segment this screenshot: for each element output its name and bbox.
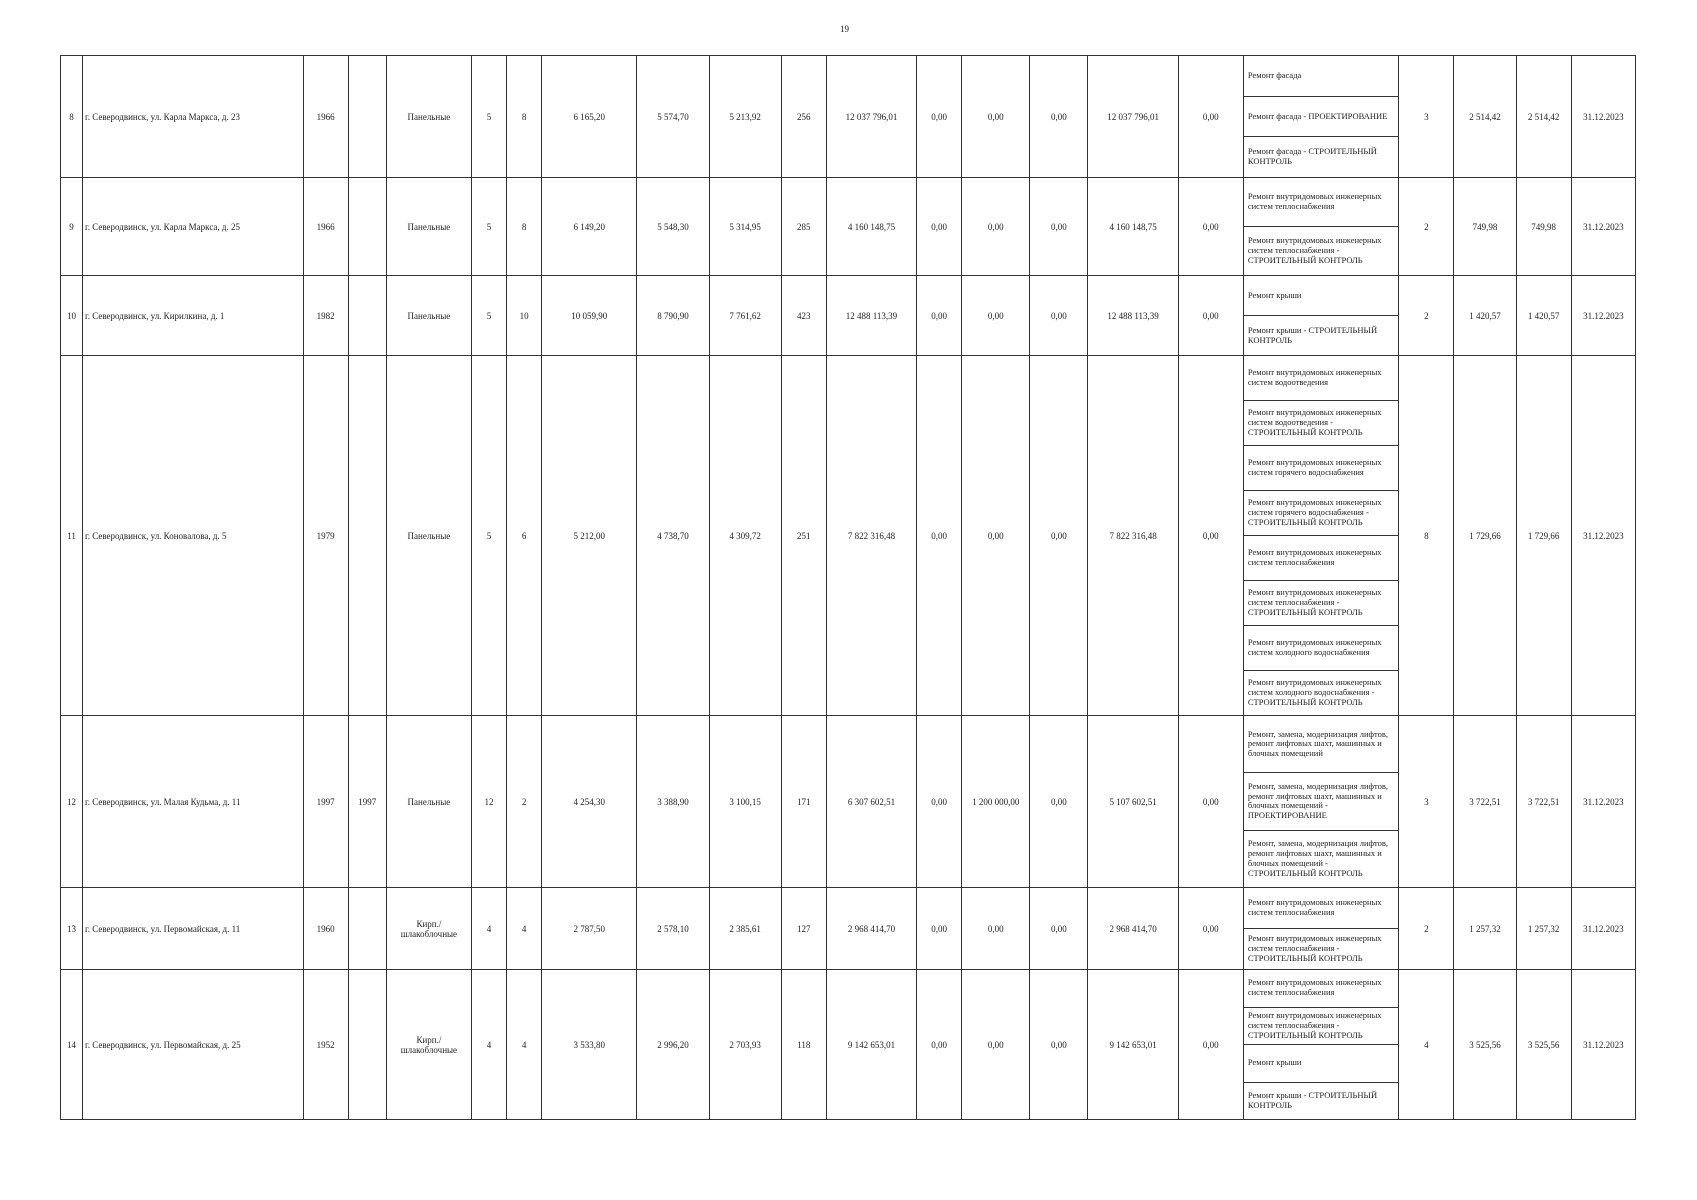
cell-max-unit-cost: 1 729,66	[1516, 356, 1571, 716]
cell-max-unit-cost: 2 514,42	[1516, 56, 1571, 178]
cell-fund-owners: 12 488 113,39	[1088, 276, 1178, 356]
works-list-cell	[1243, 716, 1398, 888]
cell-fund-owners: 2 968 414,70	[1088, 888, 1178, 970]
cell-residents: 251	[781, 356, 826, 716]
cell-max-unit-cost: 1 257,32	[1516, 888, 1571, 970]
cell-year-renovated	[348, 970, 386, 1120]
cell-fund-regional: 0,00	[962, 356, 1030, 716]
cell-wall-material: Панельные	[386, 356, 471, 716]
cell-address: г. Северодвинск, ул. Кирилкина, д. 1	[83, 276, 304, 356]
work-item: Ремонт, замена, модернизация лифтов, ремонт лифтовых шахт, машинных и блочных помещений - СТРОИТЕЛЬНЫЙ КОНТРОЛЬ	[1247, 838, 1388, 878]
work-item: Ремонт фасада - ПРОЕКТИРОВАНИЕ	[1244, 97, 1398, 138]
cell-fund-owners: 4 160 148,75	[1088, 178, 1178, 276]
cell-fund-local: 0,00	[1030, 178, 1088, 276]
cell-fund-regional: 0,00	[962, 56, 1030, 178]
cell-fund-federal: 0,00	[917, 178, 962, 276]
table-row	[61, 716, 1636, 888]
work-item: Ремонт крыши	[1244, 1045, 1398, 1083]
cell-fund-federal: 0,00	[917, 888, 962, 970]
cell-residents: 118	[781, 970, 826, 1120]
cell-fund-local: 0,00	[1030, 970, 1088, 1120]
work-item: Ремонт внутридомовых инженерных систем водоотведения	[1244, 356, 1398, 401]
table-row	[61, 356, 1636, 716]
cell-area-residential: 7 761,62	[709, 276, 781, 356]
cell-total-area: 5 212,00	[542, 356, 637, 716]
cell-fund-regional: 0,00	[962, 970, 1030, 1120]
cell-year-renovated	[348, 276, 386, 356]
work-item: Ремонт крыши - СТРОИТЕЛЬНЫЙ КОНТРОЛЬ	[1247, 1089, 1378, 1110]
cell-year-built: 1966	[303, 56, 348, 178]
cell-floors: 5	[472, 56, 507, 178]
cell-fund-other: 0,00	[1178, 178, 1243, 276]
cell-works-count: 2	[1399, 178, 1454, 276]
works-list-cell	[1243, 888, 1398, 970]
cell-area-all: 2 578,10	[637, 888, 709, 970]
cell-area-residential: 5 314,95	[709, 178, 781, 276]
cell-deadline: 31.12.2023	[1571, 970, 1635, 1120]
cell-unit-cost: 1 729,66	[1454, 356, 1516, 716]
cell-works-count: 3	[1399, 56, 1454, 178]
cell-cost-total: 6 307 602,51	[826, 716, 916, 888]
cell-cost-total: 4 160 148,75	[826, 178, 916, 276]
cell-unit-cost: 2 514,42	[1454, 56, 1516, 178]
table-row	[61, 56, 1636, 178]
cell-year-built: 1982	[303, 276, 348, 356]
work-item: Ремонт внутридомовых инженерных систем теплоснабжения	[1244, 888, 1398, 929]
cell-area-all: 2 996,20	[637, 970, 709, 1120]
cell-total-area: 6 149,20	[542, 178, 637, 276]
work-item: Ремонт внутридомовых инженерных систем водоотведения - СТРОИТЕЛЬНЫЙ КОНТРОЛЬ	[1244, 401, 1398, 446]
cell-fund-other: 0,00	[1178, 276, 1243, 356]
work-item: Ремонт внутридомовых инженерных систем теплоснабжения	[1244, 536, 1398, 581]
work-item: Ремонт, замена, модернизация лифтов, ремонт лифтовых шахт, машинных и блочных помещений	[1244, 716, 1398, 773]
cell-year-built: 1952	[303, 970, 348, 1120]
cell-area-residential: 5 213,92	[709, 56, 781, 178]
cell-floors: 5	[472, 276, 507, 356]
cell-fund-owners: 7 822 316,48	[1088, 356, 1178, 716]
cell-year-built: 1997	[303, 716, 348, 888]
cell-no: 12	[61, 716, 83, 888]
cell-fund-local: 0,00	[1030, 356, 1088, 716]
cell-floors: 5	[472, 178, 507, 276]
cell-area-all: 5 548,30	[637, 178, 709, 276]
cell-fund-other: 0,00	[1178, 888, 1243, 970]
cell-fund-federal: 0,00	[917, 970, 962, 1120]
cell-works-count: 4	[1399, 970, 1454, 1120]
cell-max-unit-cost: 3 722,51	[1516, 716, 1571, 888]
works-list-cell	[1243, 276, 1398, 356]
work-item: Ремонт внутридомовых инженерных систем теплоснабжения - СТРОИТЕЛЬНЫЙ КОНТРОЛЬ	[1244, 581, 1398, 626]
cell-year-renovated	[348, 888, 386, 970]
cell-address: г. Северодвинск, ул. Первомайская, д. 11	[83, 888, 304, 970]
cell-cost-total: 9 142 653,01	[826, 970, 916, 1120]
work-item: Ремонт внутридомовых инженерных систем теплоснабжения - СТРОИТЕЛЬНЫЙ КОНТРОЛЬ	[1247, 235, 1382, 265]
cell-total-area: 10 059,90	[542, 276, 637, 356]
cell-year-renovated	[348, 178, 386, 276]
table-row	[61, 970, 1636, 1120]
work-item: Ремонт внутридомовых инженерных систем холодного водоснабжения - СТРОИТЕЛЬНЫЙ КОНТРОЛЬ	[1247, 677, 1382, 707]
work-item: Ремонт внутридомовых инженерных систем теплоснабжения	[1244, 178, 1398, 227]
cell-fund-regional: 1 200 000,00	[962, 716, 1030, 888]
cell-works-count: 3	[1399, 716, 1454, 888]
cell-unit-cost: 1 257,32	[1454, 888, 1516, 970]
cell-area-residential: 3 100,15	[709, 716, 781, 888]
cell-fund-federal: 0,00	[917, 716, 962, 888]
cell-floors: 12	[472, 716, 507, 888]
cell-entrances: 8	[507, 56, 542, 178]
cell-area-residential: 4 309,72	[709, 356, 781, 716]
cell-year-renovated: 1997	[348, 716, 386, 888]
cell-floors: 4	[472, 888, 507, 970]
cell-fund-owners: 5 107 602,51	[1088, 716, 1178, 888]
cell-total-area: 6 165,20	[542, 56, 637, 178]
cell-fund-local: 0,00	[1030, 888, 1088, 970]
cell-cost-total: 12 037 796,01	[826, 56, 916, 178]
cell-total-area: 4 254,30	[542, 716, 637, 888]
cell-residents: 256	[781, 56, 826, 178]
cell-entrances: 8	[507, 178, 542, 276]
cell-wall-material: Панельные	[386, 178, 471, 276]
cell-fund-other: 0,00	[1178, 356, 1243, 716]
cell-total-area: 3 533,80	[542, 970, 637, 1120]
cell-area-all: 3 388,90	[637, 716, 709, 888]
work-item: Ремонт внутридомовых инженерных систем горячего водоснабжения	[1244, 446, 1398, 491]
cell-fund-federal: 0,00	[917, 56, 962, 178]
cell-residents: 285	[781, 178, 826, 276]
work-item: Ремонт внутридомовых инженерных систем горячего водоснабжения - СТРОИТЕЛЬНЫЙ КОНТРОЛЬ	[1244, 491, 1398, 536]
work-item: Ремонт фасада - СТРОИТЕЛЬНЫЙ КОНТРОЛЬ	[1247, 146, 1377, 167]
cell-year-built: 1966	[303, 178, 348, 276]
cell-residents: 171	[781, 716, 826, 888]
cell-fund-owners: 9 142 653,01	[1088, 970, 1178, 1120]
cell-wall-material: Кирп./ шлакоблочные	[386, 970, 471, 1120]
table-row	[61, 888, 1636, 970]
cell-cost-total: 12 488 113,39	[826, 276, 916, 356]
cell-fund-other: 0,00	[1178, 716, 1243, 888]
cell-entrances: 4	[507, 970, 542, 1120]
works-list-cell	[1243, 356, 1398, 716]
cell-wall-material: Панельные	[386, 56, 471, 178]
cell-deadline: 31.12.2023	[1571, 716, 1635, 888]
cell-fund-federal: 0,00	[917, 276, 962, 356]
cell-area-all: 5 574,70	[637, 56, 709, 178]
cell-entrances: 4	[507, 888, 542, 970]
works-list-cell	[1243, 178, 1398, 276]
cell-deadline: 31.12.2023	[1571, 178, 1635, 276]
cell-unit-cost: 3 722,51	[1454, 716, 1516, 888]
cell-fund-other: 0,00	[1178, 970, 1243, 1120]
cell-no: 11	[61, 356, 83, 716]
page-number: 19	[840, 24, 849, 34]
cell-total-area: 2 787,50	[542, 888, 637, 970]
work-item: Ремонт внутридомовых инженерных систем холодного водоснабжения	[1244, 626, 1398, 671]
cell-wall-material: Панельные	[386, 716, 471, 888]
cell-entrances: 2	[507, 716, 542, 888]
cell-floors: 5	[472, 356, 507, 716]
cell-address: г. Северодвинск, ул. Малая Кудьма, д. 11	[83, 716, 304, 888]
cell-cost-total: 2 968 414,70	[826, 888, 916, 970]
cell-deadline: 31.12.2023	[1571, 56, 1635, 178]
cell-unit-cost: 3 525,56	[1454, 970, 1516, 1120]
cell-fund-federal: 0,00	[917, 356, 962, 716]
cell-area-all: 8 790,90	[637, 276, 709, 356]
cell-fund-local: 0,00	[1030, 716, 1088, 888]
cell-fund-regional: 0,00	[962, 276, 1030, 356]
cell-deadline: 31.12.2023	[1571, 356, 1635, 716]
cell-wall-material: Панельные	[386, 276, 471, 356]
cell-unit-cost: 1 420,57	[1454, 276, 1516, 356]
cell-unit-cost: 749,98	[1454, 178, 1516, 276]
cell-year-renovated	[348, 356, 386, 716]
cell-cost-total: 7 822 316,48	[826, 356, 916, 716]
cell-year-built: 1979	[303, 356, 348, 716]
cell-fund-other: 0,00	[1178, 56, 1243, 178]
cell-fund-local: 0,00	[1030, 56, 1088, 178]
cell-fund-regional: 0,00	[962, 888, 1030, 970]
cell-residents: 127	[781, 888, 826, 970]
cell-floors: 4	[472, 970, 507, 1120]
cell-max-unit-cost: 1 420,57	[1516, 276, 1571, 356]
cell-works-count: 8	[1399, 356, 1454, 716]
cell-area-residential: 2 703,93	[709, 970, 781, 1120]
cell-area-residential: 2 385,61	[709, 888, 781, 970]
cell-no: 10	[61, 276, 83, 356]
cell-entrances: 6	[507, 356, 542, 716]
work-item: Ремонт фасада	[1244, 56, 1398, 97]
table-row	[61, 276, 1636, 356]
cell-fund-regional: 0,00	[962, 178, 1030, 276]
cell-fund-local: 0,00	[1030, 276, 1088, 356]
works-list-cell	[1243, 56, 1398, 178]
table-row	[61, 178, 1636, 276]
cell-area-all: 4 738,70	[637, 356, 709, 716]
cell-max-unit-cost: 749,98	[1516, 178, 1571, 276]
work-item: Ремонт крыши	[1244, 276, 1398, 316]
cell-no: 8	[61, 56, 83, 178]
cell-fund-owners: 12 037 796,01	[1088, 56, 1178, 178]
cell-residents: 423	[781, 276, 826, 356]
cell-year-renovated	[348, 56, 386, 178]
cell-address: г. Северодвинск, ул. Коновалова, д. 5	[83, 356, 304, 716]
cell-year-built: 1960	[303, 888, 348, 970]
cell-max-unit-cost: 3 525,56	[1516, 970, 1571, 1120]
work-item: Ремонт внутридомовых инженерных систем теплоснабжения	[1244, 970, 1398, 1008]
work-item: Ремонт внутридомовых инженерных систем теплоснабжения - СТРОИТЕЛЬНЫЙ КОНТРОЛЬ	[1247, 933, 1382, 963]
cell-no: 14	[61, 970, 83, 1120]
cell-no: 9	[61, 178, 83, 276]
work-item: Ремонт внутридомовых инженерных систем теплоснабжения - СТРОИТЕЛЬНЫЙ КОНТРОЛЬ	[1244, 1008, 1398, 1046]
cell-address: г. Северодвинск, ул. Карла Маркса, д. 25	[83, 178, 304, 276]
cell-entrances: 10	[507, 276, 542, 356]
work-item: Ремонт крыши - СТРОИТЕЛЬНЫЙ КОНТРОЛЬ	[1247, 324, 1378, 345]
repair-program-table	[60, 55, 1636, 1120]
cell-deadline: 31.12.2023	[1571, 276, 1635, 356]
cell-wall-material: Кирп./ шлакоблочные	[386, 888, 471, 970]
cell-works-count: 2	[1399, 276, 1454, 356]
cell-no: 13	[61, 888, 83, 970]
cell-works-count: 2	[1399, 888, 1454, 970]
work-item: Ремонт, замена, модернизация лифтов, ремонт лифтовых шахт, машинных и блочных помещений - ПРОЕКТИРОВАНИЕ	[1244, 773, 1398, 830]
cell-address: г. Северодвинск, ул. Карла Маркса, д. 23	[83, 56, 304, 178]
cell-deadline: 31.12.2023	[1571, 888, 1635, 970]
cell-address: г. Северодвинск, ул. Первомайская, д. 25	[83, 970, 304, 1120]
works-list-cell	[1243, 970, 1398, 1120]
